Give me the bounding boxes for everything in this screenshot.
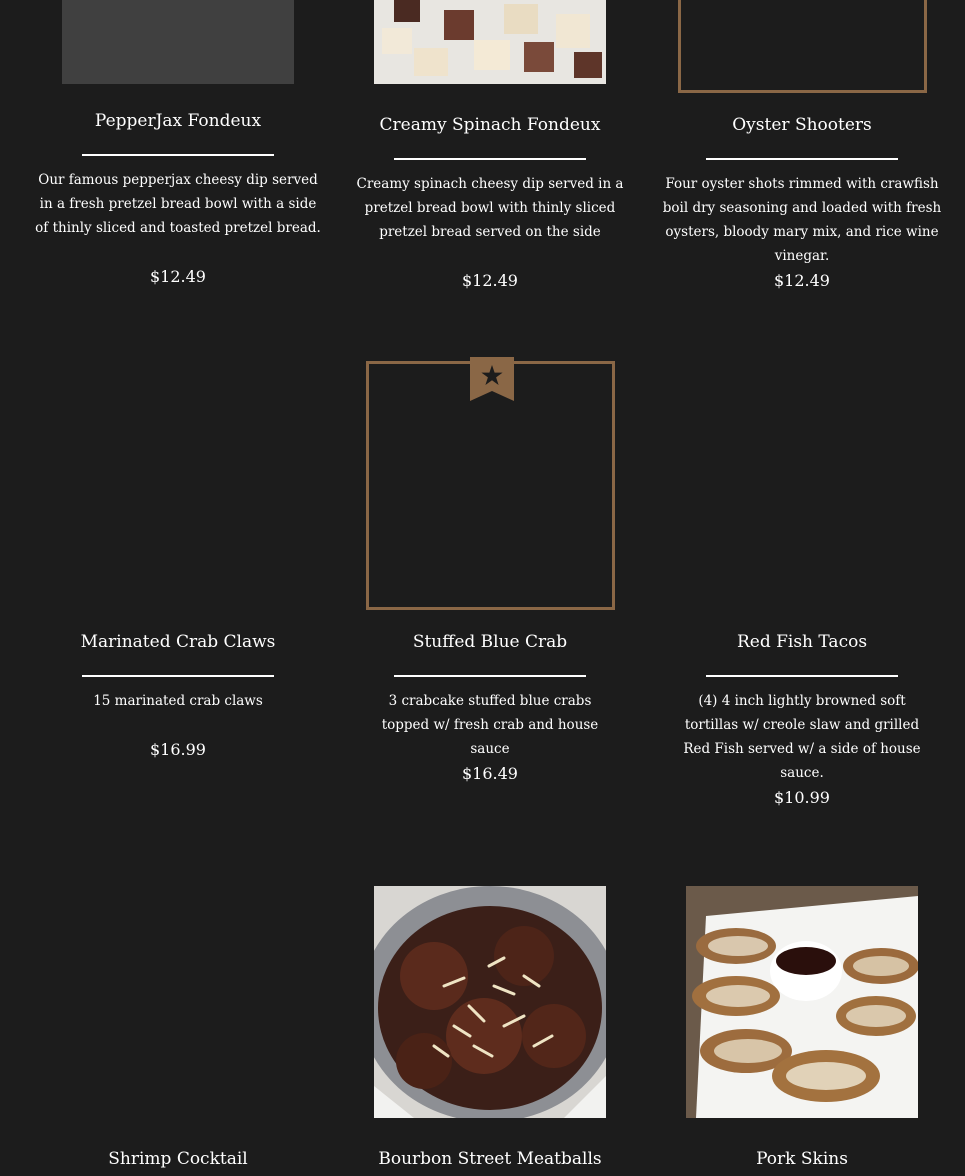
title-divider: [82, 154, 274, 156]
item-price: $16.49: [462, 764, 518, 783]
item-photo-spinach[interactable]: [374, 0, 606, 84]
item-description: (4) 4 inch lightly browned soft tortillas w/ creole slaw and grilled Red Fish served w/ a side of house sauce.: [683, 693, 921, 781]
item-title: Bourbon Street Meatballs: [378, 1149, 602, 1169]
title-divider: [394, 158, 586, 160]
item-description: Creamy spinach cheesy dip served in a pretzel bread bowl with thinly sliced pretzel bread served on the side: [356, 176, 624, 240]
item-title: PepperJax Fondeux: [94, 111, 262, 131]
item-title: Oyster Shooters: [732, 115, 872, 135]
item-price: $12.49: [462, 271, 518, 290]
item-photo-pork-skins[interactable]: [686, 886, 918, 1118]
item-description: 3 crabcake stuffed blue crabs topped w/ fresh crab and house sauce: [381, 693, 599, 757]
bread-cubes-illustration: [374, 0, 606, 84]
item-title: Red Fish Tacos: [736, 632, 868, 652]
item-description: Our famous pepperjax cheesy dip served in a fresh pretzel bread bowl with a side of thinly sliced and toasted pretzel bread.: [35, 172, 321, 236]
item-title: Stuffed Blue Crab: [412, 632, 568, 652]
item-description: Four oyster shots rimmed with crawfish boil dry seasoning and loaded with fresh oysters, bloody mary mix, and rice wine vinegar.: [662, 176, 942, 264]
pork-skins-illustration: [686, 886, 918, 1118]
item-price: $10.99: [774, 788, 830, 807]
title-divider: [82, 675, 274, 677]
title-divider: [706, 675, 898, 677]
meatballs-illustration: [374, 886, 606, 1118]
item-price: $16.99: [150, 740, 206, 759]
item-photo-pepperjax[interactable]: [62, 0, 294, 84]
item-title: Creamy Spinach Fondeux: [379, 115, 601, 135]
item-title: Shrimp Cocktail: [108, 1149, 248, 1169]
item-price: $12.49: [774, 271, 830, 290]
title-divider: [706, 158, 898, 160]
item-photo-meatballs[interactable]: [374, 886, 606, 1118]
item-title: Pork Skins: [756, 1149, 848, 1169]
star-icon: [470, 357, 514, 401]
item-title: Marinated Crab Claws: [80, 632, 276, 652]
item-description: 15 marinated crab claws: [93, 693, 263, 709]
title-divider: [394, 675, 586, 677]
item-frame-oyster[interactable]: [678, 0, 927, 93]
item-price: $12.49: [150, 267, 206, 286]
